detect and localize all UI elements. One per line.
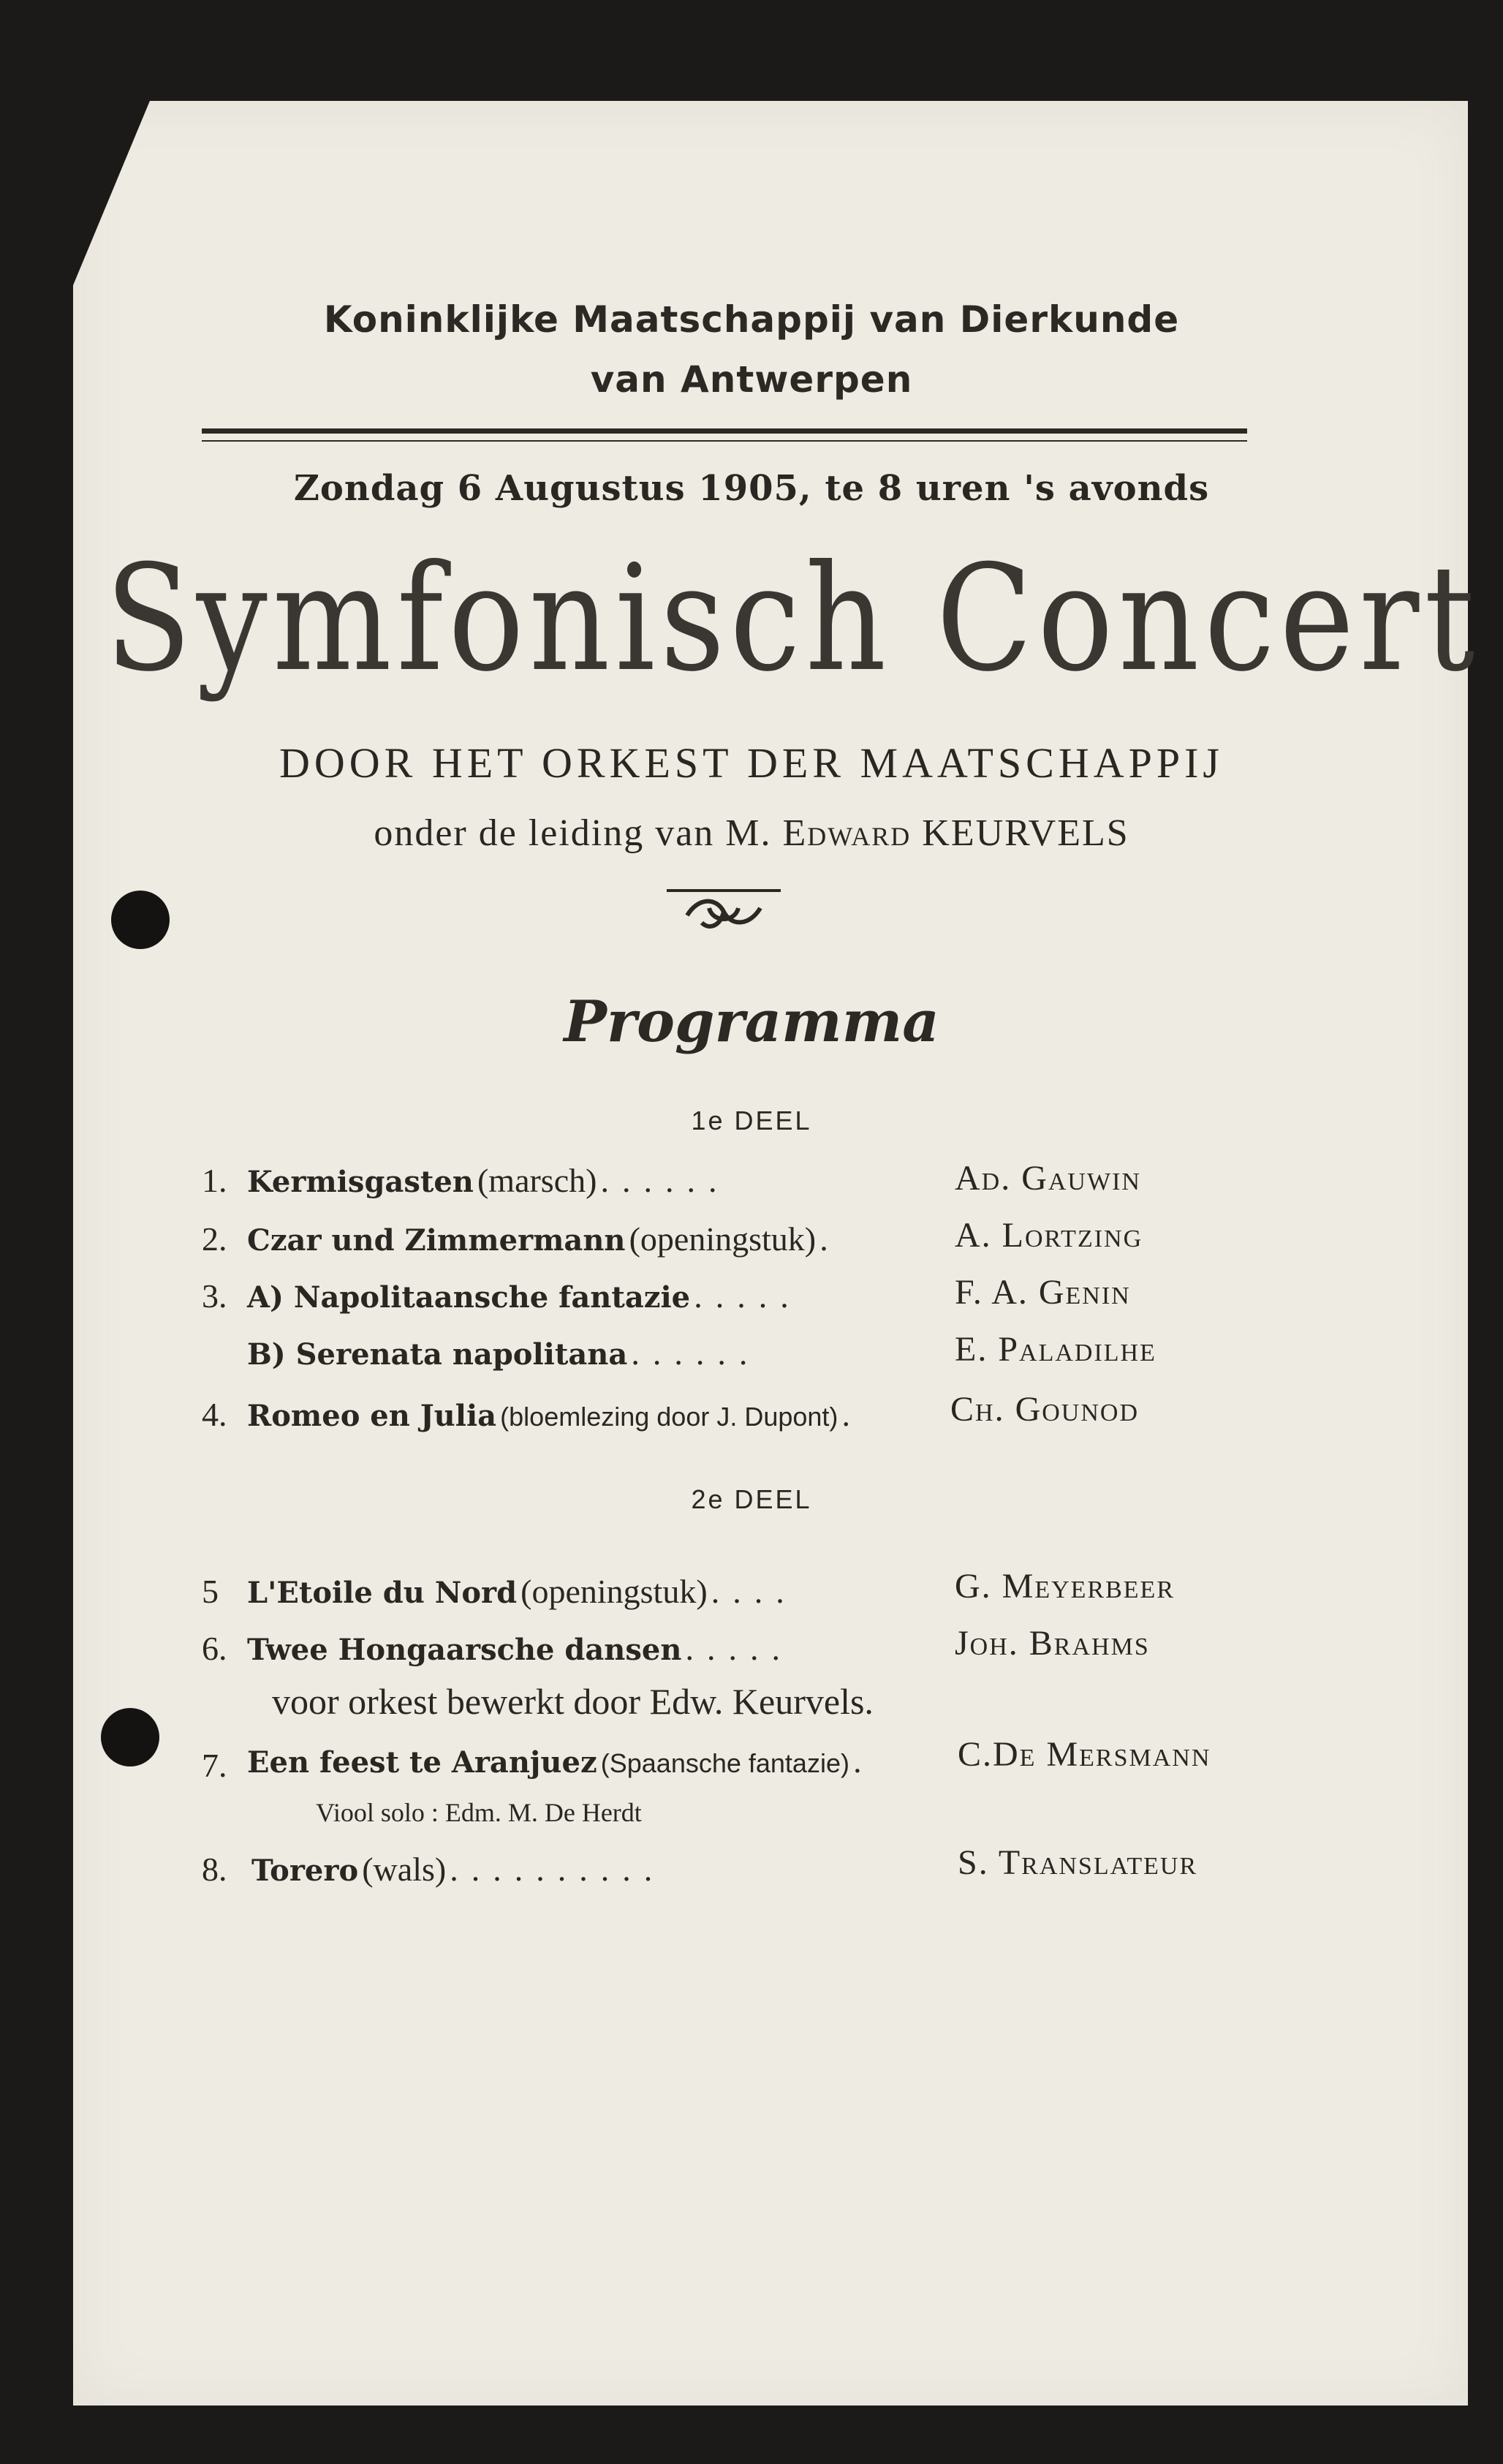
piece-detail: (marsch) [477, 1162, 597, 1199]
composer: A. Lortzing [955, 1216, 1143, 1255]
header-rule-thin [202, 440, 1247, 442]
composer: Ad. Gauwin [955, 1159, 1141, 1198]
leader-dots: .......... [450, 1851, 666, 1888]
piece-title: A) Napolitaansche fantazie [247, 1280, 691, 1315]
leader-dots: . [841, 1396, 863, 1433]
arrangement-note: voor orkest bewerkt door Edw. Keurvels. [272, 1681, 874, 1722]
programme-item [247, 1742, 875, 1780]
org-line-1: Koninklijke Maatschappij van Dierkunde [323, 298, 1180, 341]
piece-title: Czar und Zimmermann [247, 1223, 626, 1258]
punch-hole-top [111, 891, 170, 949]
piece-title: Romeo en Julia [247, 1399, 497, 1433]
leader-dots: ..... [685, 1630, 794, 1667]
header-rule-thick [202, 428, 1247, 434]
programme-item [247, 1161, 730, 1200]
leader-dots: ...... [600, 1162, 730, 1199]
leader-dots: ..... [694, 1277, 802, 1315]
orchestra-subtitle: DOOR HET ORKEST DER MAATSCHAPPIJ [279, 739, 1224, 787]
piece-detail: (openingstuk) [520, 1573, 708, 1610]
item-number: 1. [202, 1162, 227, 1199]
composer: G. Meyerbeer [955, 1567, 1175, 1606]
programme-item [247, 1629, 793, 1668]
conductor-surname: KEURVELS [922, 812, 1129, 854]
piece-title: Een feest te Aranjuez [247, 1745, 597, 1780]
flourish-ornament-icon [665, 886, 782, 937]
item-number: 7. [202, 1747, 227, 1784]
piece-title: Torero [251, 1853, 359, 1888]
leader-dots: ...... [631, 1334, 761, 1372]
org-line-2: van Antwerpen [590, 358, 913, 401]
item-number: 3. [202, 1277, 227, 1315]
concert-title: Symfonisch Concert [105, 534, 1480, 704]
programme-item [247, 1220, 841, 1258]
composer: E. Paladilhe [955, 1330, 1156, 1369]
part1-heading: 1e DEEL [691, 1106, 812, 1135]
leader-dots: . [853, 1742, 875, 1780]
composer: C.De Mersmann [958, 1735, 1211, 1774]
conductor-name: M. Edward [725, 812, 912, 854]
piece-detail: (bloemlezing door J. Dupont) [500, 1402, 838, 1432]
composer: Joh. Brahms [955, 1624, 1150, 1663]
violin-solo-note: Viool solo : Edm. M. De Herdt [316, 1798, 642, 1827]
item-number: 6. [202, 1630, 227, 1667]
item-number: 4. [202, 1396, 227, 1433]
leader-dots: .... [711, 1573, 798, 1610]
programme-item [247, 1277, 802, 1315]
conductor-prefix: onder de leiding van [374, 812, 715, 854]
composer: Ch. Gounod [950, 1390, 1140, 1429]
leader-dots: . [819, 1220, 841, 1258]
piece-title: L'Etoile du Nord [247, 1576, 518, 1610]
item-number: 2. [202, 1220, 227, 1258]
composer: F. A. Genin [955, 1273, 1131, 1312]
piece-title: Kermisgasten [247, 1165, 474, 1199]
piece-detail: (openingstuk) [629, 1220, 817, 1258]
concert-date: Zondag 6 Augustus 1905, te 8 uren 's avonds [293, 468, 1210, 509]
piece-title: B) Serenata napolitana [247, 1337, 628, 1372]
part2-heading: 2e DEEL [691, 1484, 812, 1514]
item-number: 8. [202, 1851, 227, 1888]
piece-title: Twee Hongaarsche dansen [247, 1633, 682, 1667]
programme-item [251, 1850, 665, 1889]
punch-hole-bottom [101, 1708, 159, 1766]
composer: S. Translateur [958, 1843, 1198, 1882]
piece-detail: (Spaansche fantazie) [600, 1748, 849, 1778]
programme-item [247, 1395, 863, 1434]
item-number: 5 [202, 1573, 219, 1610]
programma-heading: Programma [564, 989, 939, 1055]
piece-detail: (wals) [362, 1851, 447, 1888]
programme-item [247, 1572, 798, 1611]
conductor-line [0, 812, 1503, 855]
programme-item [247, 1334, 760, 1372]
